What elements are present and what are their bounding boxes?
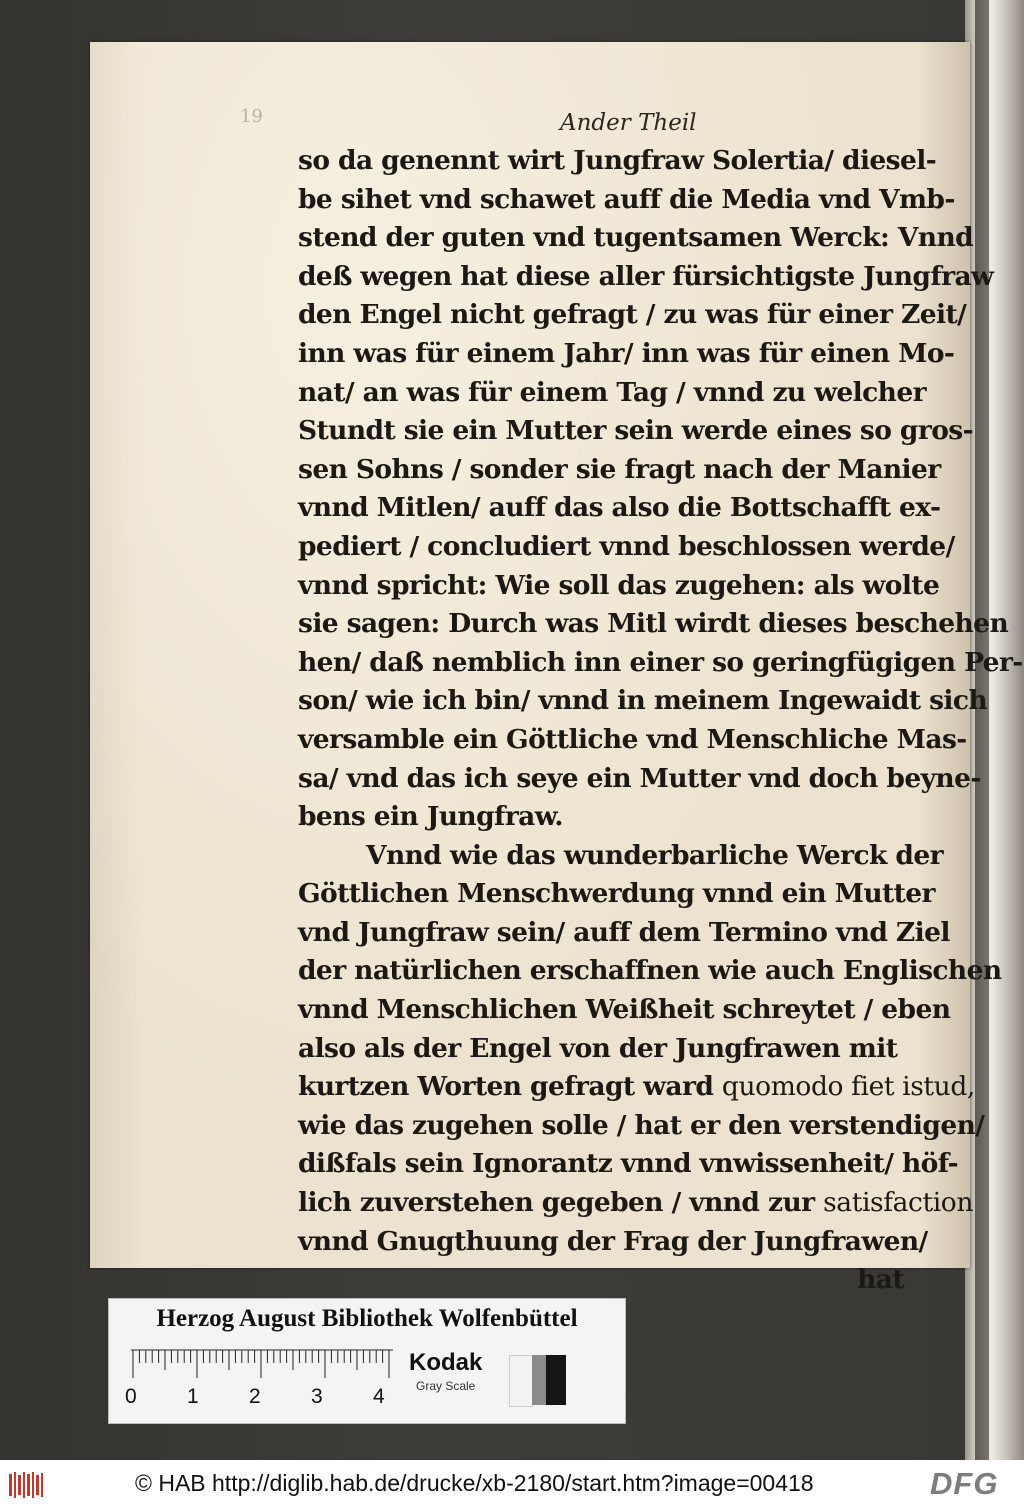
text-line [298,1223,938,1262]
text-line [298,1261,938,1300]
text-line [298,412,974,451]
text-line-content: so da genennt wirt Jungfraw Solertia/ diesel- [298,145,937,176]
dfg-logo: DFG [930,1466,999,1501]
page-text [298,142,1023,1300]
text-line-content: versamble ein Göttliche vnd Menschliche Mas- [298,723,967,755]
running-head: Ander Theil [560,110,697,136]
page-number: 19 [240,106,263,127]
gray-patch-mid [532,1355,546,1405]
text-line-content: den Engel nicht gefragt / zu was für einer Zeit/ [298,299,967,331]
text-line-content: kurtzen Worten gefragt ward [298,1071,714,1103]
text-line [298,567,938,606]
text-line-content: vnnd Gnugthuung der Frag der Jungfrawen/ [298,1225,928,1257]
text-line [298,605,1009,644]
text-line-content: vnd Jungfraw sein/ auff dem Termino vnd Ziel [298,916,950,948]
text-line-content: Stundt sie ein Mutter sein werde eines so gros- [298,415,974,447]
latin-phrase: satisfaction [823,1187,974,1219]
text-line [298,181,955,220]
text-line [298,451,941,490]
ruler-number: 4 [373,1385,385,1408]
text-line [298,875,938,914]
text-line-content: Vnnd wie das wunderbarliche Werck der [366,839,943,871]
text-line [298,142,938,181]
text-line-content: be sihet vnd schawet auff die Media vnd Vmb- [298,183,955,215]
ruler-number: 2 [249,1385,261,1408]
text-line [298,914,950,953]
latin-phrase: quomodo fiet istud, [721,1071,975,1103]
text-line-content: vnnd Menschlichen Weißheit schreytet / eben [298,994,951,1026]
text-line [298,1068,975,1107]
text-line [298,1030,938,1069]
color-scale-card [108,1298,626,1424]
text-line [298,644,1023,683]
book-edge-shadow [975,0,989,1460]
citation-link[interactable]: © HAB http://diglib.hab.de/drucke/xb-2180/start.htm?image=00418 [135,1470,814,1496]
text-line [298,528,955,567]
text-line [298,798,938,837]
text-line [298,1145,958,1184]
text-line-content: vnnd Mitlen/ auff das also die Bottschafft ex- [298,492,941,524]
text-line [298,721,967,760]
text-line-content: lich zuverstehen gegeben / vnnd zur [298,1187,815,1219]
book-edge [965,0,1024,1460]
text-line [298,837,943,876]
text-line-content: bens ein Jungfraw. [298,801,563,833]
text-line [298,952,1002,991]
text-line-content: hat [857,1264,904,1296]
text-line-content: sen Sohns / sonder sie fragt nach der Manier [298,453,941,485]
footer-bar [0,1460,1024,1508]
text-line-content: sa/ vnd das ich seye ein Mutter vnd doch beyne- [298,762,981,794]
card-title: Herzog August Bibliothek Wolfenbüttel [156,1305,578,1332]
text-line [298,1184,974,1223]
text-line [298,1107,985,1146]
text-line-content: deß wegen hat diese aller fürsichtigste Jungfraw [298,260,994,292]
text-line [298,335,955,374]
text-line [298,760,981,799]
text-line-content: wie das zugehen solle / hat er den verstendigen/ [298,1109,985,1141]
text-line-content: vnnd spricht: Wie soll das zugehen: als wolte [298,569,940,601]
text-line-content: stend der guten vnd tugentsamen Werck: Vnnd [298,222,974,254]
text-line-content: inn was für einem Jahr/ inn was für einen Mo- [298,337,955,369]
text-line-content: der natürlichen erschaffnen wie auch Englischen [298,955,1002,987]
gray-patch-black [546,1355,566,1405]
ruler-numbers [121,1385,411,1411]
text-line [298,374,938,413]
kodak-logo: Kodak [409,1349,483,1376]
text-line-content: dißfals sein Ignorantz vnnd vnwissenheit/ höf- [298,1148,958,1180]
text-line [298,219,974,258]
text-line [298,258,994,297]
text-line [298,489,941,528]
text-line-content: hen/ daß nemblich inn einer so geringfügigen Per- [298,646,1023,678]
text-line-content: nat/ an was für einem Tag / vnnd zu welcher [298,376,926,408]
text-line-content: son/ wie ich bin/ vnnd in meinem Ingewaidt sich [298,685,988,717]
text-line-content: sie sagen: Durch was Mitl wirdt dieses beschehen [298,608,1009,640]
ruler-number: 1 [187,1385,199,1408]
text-line [298,682,988,721]
gray-scale-label: Gray Scale [416,1379,476,1393]
ruler-scale [131,1349,393,1379]
text-line-content: Göttlichen Menschwerdung vnnd ein Mutter [298,878,935,910]
text-line [298,296,967,335]
text-line-content: pediert / concludiert vnnd beschlossen werde/ [298,530,955,562]
ruler-number: 3 [311,1385,323,1408]
text-line [298,991,951,1030]
gray-patch-white [509,1355,533,1407]
hab-barcode-logo-icon [8,1470,44,1500]
ruler-number: 0 [125,1385,137,1408]
text-line-content: also als der Engel von der Jungfrawen mit [298,1032,898,1064]
